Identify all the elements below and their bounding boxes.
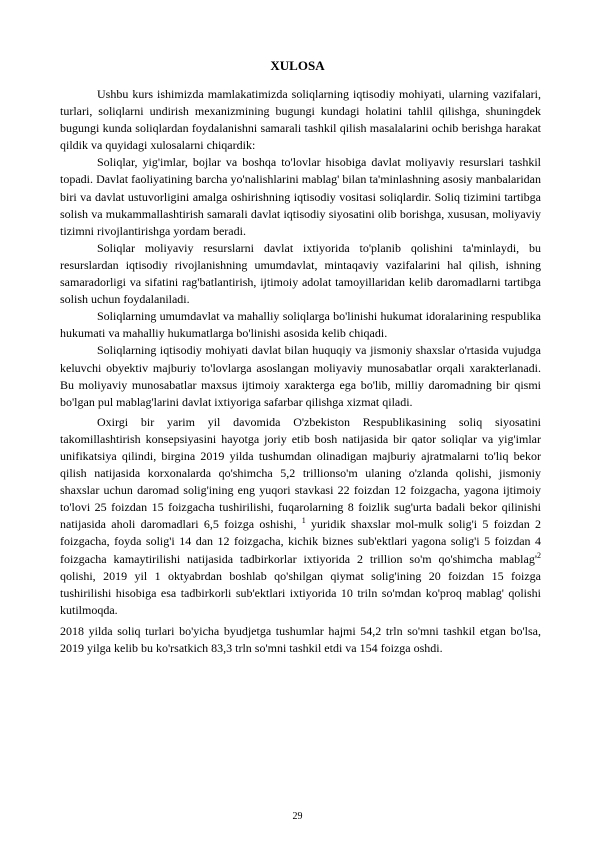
footnote-ref-1: 1 (301, 516, 306, 526)
reform-text-part2: yuridik shaxslar mol-mulk solig'i 5 foizdan 2 foizgacha, foyda solig'i 14 dan 12 foizgacha, kichik biznes sub'ektlari yagona solig'i 5 foizdan 4 foizgacha kamaytirilishi natijasida tadbirkorlar ixtiyorida 2 trillion so'm qo'shimcha mablag' (60, 517, 541, 566)
page-number: 29 (292, 811, 303, 822)
document-body (60, 86, 541, 657)
paragraph-economic-essence: Soliqlarning iqtisodiy mohiyati davlat bilan huquqiy va jismoniy shaxslar o'rtasida vujudga keluvchi obyektiv majburiy to'lovlarga asoslangan moliyaviy munosabatlar orqali xarakterlanadi. Bu moliyaviy munosabatlar maxsus ijtimoiy xarakterga ega bo'lib, milliy daromadning bir qismi bo'lgan pul mablag'larini davlat ixtiyoriga safarbar qilishga xizmat qiladi. (60, 343, 541, 409)
paragraph-budget-revenue: 2018 yilda soliq turlari bo'yicha byudjetga tushumlar hajmi 54,2 trln so'mni tashkil etgan bo'lsa, 2019 yilga kelib bu ko'rsatkich 83,3 trln so'mni tashkil etdi va 154 foizga oshdi. (60, 623, 541, 655)
footnote-ref-2: 2 (537, 550, 541, 560)
reform-text-part3: qolishi, 2019 yil 1 oktyabrdan boshlab qo'shilgan qiymat solig'ining 20 foizdan 15 foizga tushirilishi hisobiga esa tadbirkorli sub'ektlari ixtiyorida 10 triln so'mdan ko'proq mablag' qolishi kutilmoqda. (60, 568, 541, 617)
reform-text-part1: Oxirgi bir yarim yil davomida O'zbekiston Respublikasining soliq siyosatini takomillashtirish konsepsiyasini hayotga joriy etib bosh natijasida bir qator soliqlar va yig'imlar unifikatsiya qilindi, birgina 2019 yilda tushumdan olinadigan majburiy ajratmalarni to'liq bekor qilish natijasida korxonalarda qo'shimcha 5,2 trillionso'm ulaning o'zlanda qolishi, jismoniy shaxslar uchun daromad solig'ining eng yuqori stavkasi 22 foizdan 12 foizgacha, yagona ijtimoiy to'lovi 25 foizdan 15 foizgacha tushirilishi, fuqarolarning 8 foizlik sug'urta badali bekor qilinishi natijasida aholi daromadlari 6,5 foizga oshishi, (60, 414, 541, 532)
paragraph-tax-division: Soliqlarning umumdavlat va mahalliy soliqlarga bo'linishi hukumat idoralarining respublika hukumati va mahalliy hukumatlarga bo'linishi asosida kelib chiqadi. (60, 309, 541, 341)
paragraph-financial-resources: Soliqlar, yig'imlar, bojlar va boshqa to'lovlar hisobiga davlat moliyaviy resurslari tashkil topadi. Davlat faoliyatining barcha yo'nalishlarini mablag' bilan ta'minlashning asosiy manbalaridan biri va davlat ustuvorligini amalga oshirishning iqtisodiy vositasi soliqlardir. Soliq tizimini tartibga solish va mukammallashtirish samarali davlat iqtisodiy siyosatini olib borishga, xususan, moliyaviy tizimni rivojlantirishga yordam beradi. (60, 155, 541, 238)
paragraph-resource-accumulation: Soliqlar moliyaviy resurslarni davlat ixtiyorida to'planib qolishini ta'minlaydi, bu resurslardan iqtisodiy rivojlanishning umumdavlat, mintaqaviy vazifalarini hal qilish, ishning samaradorligi va sifatini rag'batlantirish, ijtimoiy adolat tamoyillaridan kelib daromadlarni tartibga solish uchun foydalaniladi. (60, 240, 541, 307)
paragraph-tax-reforms (60, 414, 541, 619)
page-title: XULOSA (270, 58, 325, 73)
paragraph-intro: Ushbu kurs ishimizda mamlakatimizda soliqlarning iqtisodiy mohiyati, ularning vazifalari, turlari, soliqlarni undirish mexanizmining bugungi kundagi holatini tahlil qilishga, shuningdek bugungi kunda soliqlardan foydalanishni samarali tashkil qilish masalalarini ochib berishga harakat qildik va quyidagi xulosalarni chiqardik: (60, 87, 541, 153)
